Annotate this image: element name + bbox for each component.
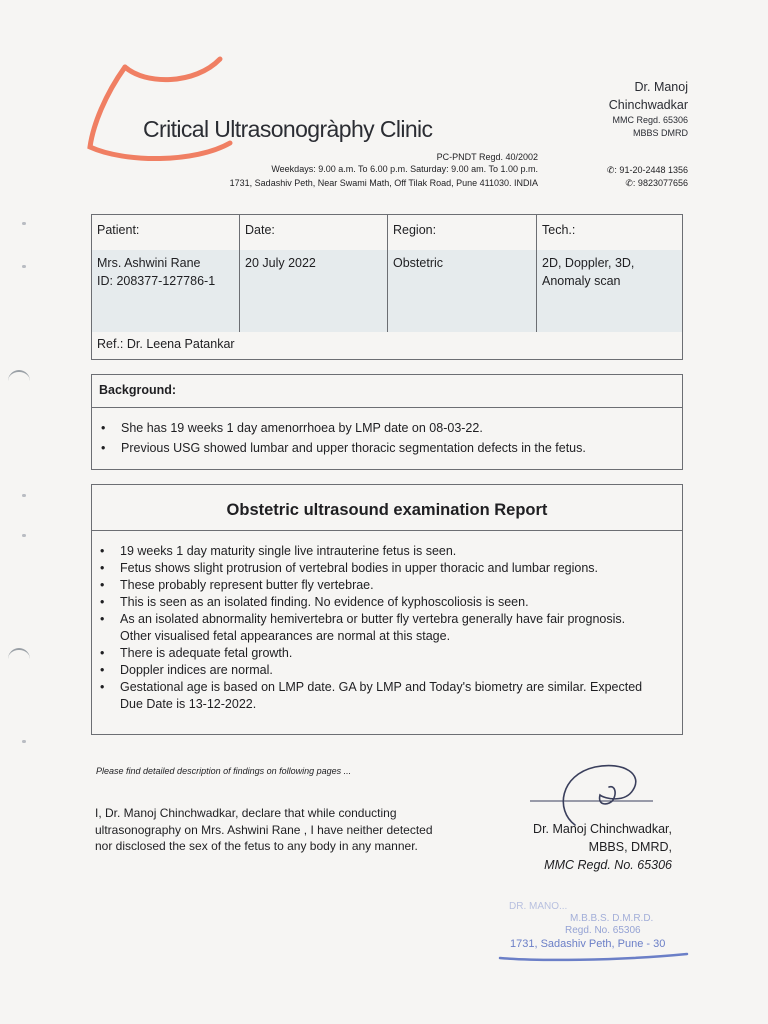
patient-name: Mrs. Ashwini Rane xyxy=(97,256,201,270)
signatory-name: Dr. Manoj Chinchwadkar, xyxy=(533,822,672,836)
bullet-icon: • xyxy=(101,421,106,435)
finding-text: Gestational age is based on LMP date. GA by LMP and Today's biometry are similar. Expected Due Date is 13-12-2022. xyxy=(120,680,643,711)
cell-tech: 2D, Doppler, 3D, Anomaly scan xyxy=(536,250,683,332)
punch-hole xyxy=(8,648,30,664)
table-header-row xyxy=(92,215,682,251)
following-pages-note: Please find detailed description of findings on following pages ... xyxy=(96,766,352,776)
finding-text: 19 weeks 1 day maturity single live intrauterine fetus is seen. xyxy=(120,544,457,558)
background-list xyxy=(92,408,682,458)
list-item xyxy=(92,662,682,679)
list-item xyxy=(92,594,682,611)
bullet-icon: • xyxy=(100,646,105,660)
list-item xyxy=(92,418,682,438)
stamp-line2: M.B.B.S. D.M.R.D. xyxy=(570,913,654,924)
punch-hole xyxy=(8,370,30,386)
bullet-icon: • xyxy=(100,595,105,609)
background-section xyxy=(91,374,683,470)
header-tech: Tech.: xyxy=(536,215,683,250)
list-item xyxy=(92,438,682,458)
report-findings-list xyxy=(92,531,682,713)
header-patient: Patient: xyxy=(97,223,140,237)
list-item xyxy=(92,645,682,662)
clinic-address: 1731, Sadashiv Peth, Near Swami Math, Off Tilak Road, Pune 411030. INDIA xyxy=(229,178,538,188)
bullet-icon: • xyxy=(100,544,105,558)
patient-id: ID: 208377-127786-1 xyxy=(97,274,216,288)
patient-table xyxy=(91,214,683,360)
bullet-icon: • xyxy=(100,612,105,626)
stamp-line3: Regd. No. 65306 xyxy=(565,925,641,936)
cell-region: Obstetric xyxy=(387,250,536,332)
list-item xyxy=(92,543,682,560)
referral-row xyxy=(92,332,682,359)
list-item xyxy=(92,611,640,645)
bullet-icon: • xyxy=(101,441,106,455)
declaration-text: I, Dr. Manoj Chinchwadkar, declare that while conducting ultrasonography on Mrs. Ashwini Rane , I have neither detected nor disclosed the sex of the fetus to any body in any manner. xyxy=(95,806,433,853)
list-item xyxy=(92,679,665,713)
clinic-name: Critical Ultrasonogràphy Clinic xyxy=(143,116,433,142)
header-region: Region: xyxy=(387,215,536,250)
clinic-mobile: ✆: 9823077656 xyxy=(625,178,688,188)
scan-mark xyxy=(22,265,26,268)
scan-mark xyxy=(22,534,26,537)
stamp-line4: 1731, Sadashiv Peth, Pune - 30 xyxy=(510,938,666,950)
signature-block xyxy=(533,820,672,874)
bullet-icon: • xyxy=(100,680,105,694)
table-row xyxy=(92,250,682,333)
report-section xyxy=(91,484,683,735)
clinic-phone: ✆: 91-20-2448 1356 xyxy=(606,165,688,175)
finding-text: These probably represent butter fly vertebrae. xyxy=(120,578,374,592)
header-date: Date: xyxy=(239,215,387,250)
report-title: Obstetric ultrasound examination Report xyxy=(92,485,682,531)
clinic-hours: Weekdays: 9.00 a.m. To 6.00 p.m. Saturday: 9.00 am. To 1.00 p.m. xyxy=(271,164,538,174)
list-item xyxy=(92,577,682,594)
referral-doctor: Ref.: Dr. Leena Patankar xyxy=(97,337,235,351)
signatory-degrees: MBBS, DMRD, xyxy=(588,840,672,854)
finding-text: There is adequate fetal growth. xyxy=(120,646,293,660)
logo-arc-icon xyxy=(85,55,265,175)
scan-mark xyxy=(22,494,26,497)
list-item xyxy=(92,560,682,577)
bullet-icon: • xyxy=(100,578,105,592)
background-heading: Background: xyxy=(92,375,682,408)
stamp-line1: DR. MANO... xyxy=(509,901,568,912)
finding-text: As an isolated abnormality hemivertebra or butter fly vertebra generally have fair prognosis. Other visualised fetal appearances are normal at this stage. xyxy=(120,612,626,643)
bullet-icon: • xyxy=(100,561,105,575)
pcpndt-regd: PC-PNDT Regd. 40/2002 xyxy=(436,152,538,162)
doctor-header-regd: MMC Regd. 65306 xyxy=(612,115,688,125)
signatory-regd: MMC Regd. No. 65306 xyxy=(544,858,672,872)
background-item-text: She has 19 weeks 1 day amenorrhoea by LMP date on 08-03-22. xyxy=(121,421,483,435)
cell-patient xyxy=(92,250,239,332)
doctor-stamp xyxy=(495,895,695,965)
scan-mark xyxy=(22,222,26,225)
background-item-text: Previous USG showed lumbar and upper thoracic segmentation defects in the fetus. xyxy=(121,441,586,455)
stamp-underline-icon xyxy=(495,950,695,965)
doctor-header-degrees: MBBS DMRD xyxy=(632,128,688,138)
finding-text: This is seen as an isolated finding. No evidence of kyphoscoliosis is seen. xyxy=(120,595,529,609)
doctor-header xyxy=(609,78,688,140)
doctor-header-line1: Dr. Manoj xyxy=(634,80,688,94)
cell-date: 20 July 2022 xyxy=(239,250,387,332)
finding-text: Fetus shows slight protrusion of vertebral bodies in upper thoracic and lumbar regions. xyxy=(120,561,599,575)
bullet-icon: • xyxy=(100,663,105,677)
doctor-header-line2: Chinchwadkar xyxy=(608,98,688,112)
finding-text: Doppler indices are normal. xyxy=(120,663,273,677)
scan-mark xyxy=(22,740,26,743)
